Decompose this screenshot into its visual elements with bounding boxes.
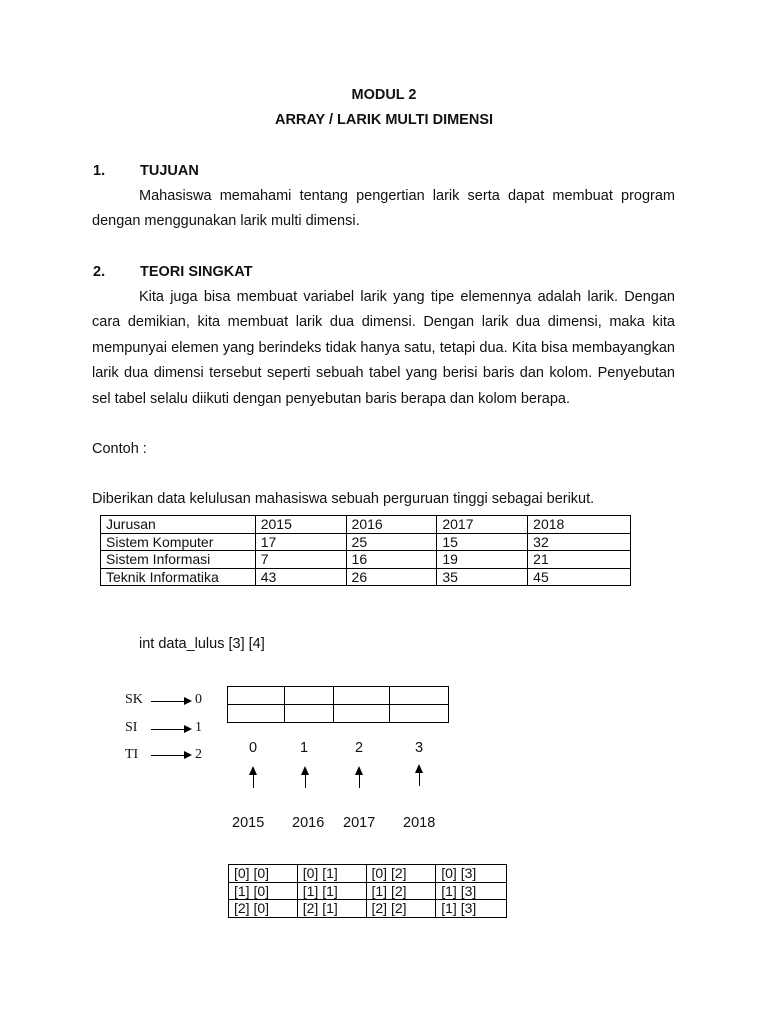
- year-label: 2015: [232, 815, 265, 831]
- row-index-1: 1: [195, 720, 202, 735]
- table-cell: [2] [0]: [229, 900, 298, 918]
- table-cell: [1] [3]: [436, 882, 507, 900]
- section2-title: TEORI SINGKAT: [140, 264, 253, 280]
- table-cell: 25: [346, 533, 437, 551]
- arrow-right-icon: [151, 755, 185, 756]
- table-cell: 7: [255, 551, 346, 569]
- year-label: 2016: [292, 815, 325, 831]
- section2-text: Kita juga bisa membuat variabel larik yang tipe elemennya adalah larik. Dengan cara demikian, kita membuat larik dua dimensi. Dengan larik dua dimensi, maka kita mempunyai elemen yang berindeks tidak hanya satu, tetapi dua. Kita bisa membayangkan larik dua dimensi tersebut seperti sebuah tabel yang berisi baris dan kolom. Penyebutan sel tabel selalu diikuti dengan penyebutan baris berapa dan kolom berapa.: [92, 289, 675, 407]
- page-subtitle: ARRAY / LARIK MULTI DIMENSI: [274, 112, 494, 128]
- array-declaration: int data_lulus [3] [4]: [139, 636, 265, 652]
- table-cell: Teknik Informatika: [101, 568, 256, 586]
- index-table: [228, 864, 507, 918]
- example-label: Contoh :: [92, 441, 147, 457]
- table-cell: [1] [1]: [297, 882, 366, 900]
- table-cell: Sistem Informasi: [101, 551, 256, 569]
- array-grid: [227, 686, 449, 723]
- grid-row: [228, 705, 449, 723]
- table-cell: [0] [3]: [436, 865, 507, 883]
- year-label: 2017: [343, 815, 376, 831]
- table-row: [229, 900, 507, 918]
- col-index-1: 1: [300, 740, 309, 756]
- col-index-2: 2: [355, 740, 364, 756]
- table-cell: [0] [0]: [229, 865, 298, 883]
- table-cell: [1] [0]: [229, 882, 298, 900]
- table-cell: [1] [3]: [436, 900, 507, 918]
- table-cell: 45: [528, 568, 631, 586]
- table-cell: 16: [346, 551, 437, 569]
- table-header-cell: 2015: [255, 516, 346, 534]
- section1-text: Mahasiswa memahami tentang pengertian larik serta dapat membuat program dengan menggunakan larik multi dimensi.: [92, 188, 675, 230]
- table-cell: 43: [255, 568, 346, 586]
- table-header-row: [101, 516, 631, 534]
- arrow-up-icon: [305, 773, 306, 788]
- table-header-cell: Jurusan: [101, 516, 256, 534]
- arrow-up-icon: [419, 771, 420, 786]
- table-header-cell: 2017: [437, 516, 528, 534]
- arrow-right-icon: [151, 701, 185, 702]
- row-index-2: 2: [195, 747, 202, 762]
- grid-row: [228, 687, 449, 705]
- table-cell: 19: [437, 551, 528, 569]
- data-intro: Diberikan data kelulusan mahasiswa sebuah perguruan tinggi sebagai berikut.: [92, 491, 595, 507]
- arrow-right-icon: [184, 697, 192, 705]
- table-row: [101, 568, 631, 586]
- table-cell: 15: [437, 533, 528, 551]
- table-header-cell: 2018: [528, 516, 631, 534]
- table-cell: 35: [437, 568, 528, 586]
- year-label: 2018: [403, 815, 436, 831]
- table-cell: Sistem Komputer: [101, 533, 256, 551]
- arrow-up-icon: [253, 773, 254, 788]
- table-cell: 21: [528, 551, 631, 569]
- table-row: [229, 882, 507, 900]
- table-cell: 32: [528, 533, 631, 551]
- arrow-right-icon: [184, 751, 192, 759]
- table-row: [101, 551, 631, 569]
- table-cell: [1] [2]: [366, 882, 436, 900]
- table-header-cell: 2016: [346, 516, 437, 534]
- row-label-sk: SK: [125, 692, 143, 707]
- section2-number: 2.: [93, 264, 106, 280]
- arrow-right-icon: [184, 725, 192, 733]
- table-cell: [2] [2]: [366, 900, 436, 918]
- page-title: MODUL 2: [351, 87, 417, 103]
- table-row: [101, 533, 631, 551]
- table-cell: 26: [346, 568, 437, 586]
- col-index-3: 3: [415, 740, 424, 756]
- table-cell: [0] [2]: [366, 865, 436, 883]
- section1-number: 1.: [93, 163, 106, 179]
- row-index-0: 0: [195, 692, 202, 707]
- table-cell: [0] [1]: [297, 865, 366, 883]
- table-cell: 17: [255, 533, 346, 551]
- table-row: [229, 865, 507, 883]
- arrow-right-icon: [151, 729, 185, 730]
- row-label-ti: TI: [125, 747, 139, 762]
- arrow-up-icon: [359, 773, 360, 788]
- row-label-si: SI: [125, 720, 138, 735]
- section1-title: TUJUAN: [140, 163, 199, 179]
- col-index-0: 0: [249, 740, 258, 756]
- table-cell: [2] [1]: [297, 900, 366, 918]
- graduation-table: [100, 515, 631, 586]
